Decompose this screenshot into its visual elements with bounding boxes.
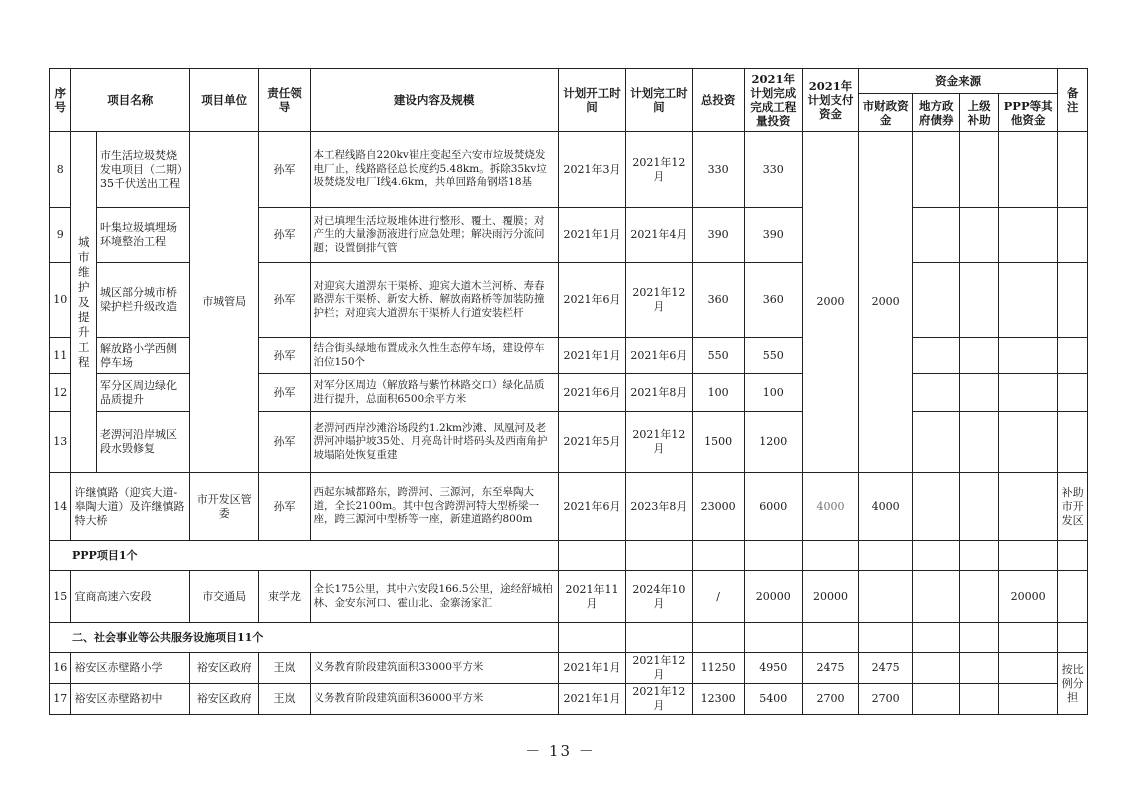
- row-remark: [1058, 338, 1088, 374]
- row-total: 330: [692, 132, 744, 208]
- row-local-bond: [913, 684, 960, 715]
- row-leader: 孙军: [259, 208, 310, 263]
- row-ppp: [999, 338, 1058, 374]
- row-total: 1500: [692, 412, 744, 473]
- row-leader: 孙军: [259, 473, 310, 541]
- row-total: 360: [692, 263, 744, 338]
- row-planned: 360: [744, 263, 802, 338]
- table-row: [50, 473, 1088, 541]
- row-unit: 裕安区政府: [189, 653, 258, 684]
- table-row: [50, 132, 1088, 208]
- section-row: [50, 541, 1088, 571]
- header-total: 总投资: [692, 69, 744, 132]
- row-content: 对迎宾大道淠东干渠桥、迎宾大道木兰河桥、寿春路淠东干渠桥、新安大桥、解放南路桥等加装防撞护栏；对迎宾大道淠东干渠桥人行道安装栏杆: [310, 263, 558, 338]
- row-start: 2021年1月: [558, 338, 625, 374]
- row-content: 对已填埋生活垃圾堆体进行整形、覆土、覆膜；对产生的大量渗沥液进行应急处理；解决雨污分流问题；设置倒排气管: [310, 208, 558, 263]
- row-start: 2021年1月: [558, 208, 625, 263]
- row-unit: 市开发区管委: [189, 473, 258, 541]
- row-start: 2021年1月: [558, 684, 625, 715]
- row-ppp: [999, 653, 1058, 684]
- header-funding: 资金来源: [859, 69, 1058, 94]
- row-ppp: 20000: [999, 571, 1058, 623]
- row-remark: [1058, 132, 1088, 208]
- group-city-pay-2021: 2000: [802, 132, 858, 473]
- row-pay-2021: 4000: [802, 473, 858, 541]
- row-city-fin: 2700: [859, 684, 913, 715]
- row-name: 宜商高速六安段: [71, 571, 190, 623]
- row-planned: 4950: [744, 653, 802, 684]
- header-ppp: PPP等其他资金: [999, 94, 1058, 132]
- section-ppp-title: PPP项目1个: [50, 541, 559, 571]
- row-name: 老淠河沿岸城区段水毁修复: [96, 412, 189, 473]
- row-content: 西起东城都路东，跨淠河、三源河，东至皋陶大道，全长2100m。其中包含跨淠河特大型桥梁一座，跨三源河中型桥等一座，新建道路约800m: [310, 473, 558, 541]
- row-start: 2021年3月: [558, 132, 625, 208]
- row-start: 2021年1月: [558, 653, 625, 684]
- row-superior: [960, 374, 999, 412]
- row-seq: 14: [50, 473, 71, 541]
- row-ppp: [999, 374, 1058, 412]
- row-planned: 330: [744, 132, 802, 208]
- row-local-bond: [913, 263, 960, 338]
- row-leader: 王岚: [259, 684, 310, 715]
- row-planned: 1200: [744, 412, 802, 473]
- row-name: 裕安区赤壁路初中: [71, 684, 190, 715]
- row-name: 裕安区赤壁路小学: [71, 653, 190, 684]
- row-remark: [1058, 208, 1088, 263]
- group-city-label: 城市维护及提升工程: [71, 132, 97, 473]
- table-row: [50, 653, 1088, 684]
- row-city-fin: [859, 571, 913, 623]
- row-start: 2021年6月: [558, 374, 625, 412]
- header-seq: 序号: [50, 69, 71, 132]
- row-end: 2021年12月: [626, 412, 692, 473]
- row-leader: 孙军: [259, 374, 310, 412]
- row-city-fin: 4000: [859, 473, 913, 541]
- row-seq: 13: [50, 412, 71, 473]
- row-local-bond: [913, 374, 960, 412]
- row-planned: 550: [744, 338, 802, 374]
- row-superior: [960, 653, 999, 684]
- row-total: 550: [692, 338, 744, 374]
- row-content: 本工程线路自220kv崔庄变起至六安市垃圾焚烧发电厂止，线路路径总长度约5.48km。拆除35kv垃圾焚烧发电厂Ⅰ线4.6km，共单回路角钢塔18基: [310, 132, 558, 208]
- header-content: 建设内容及规模: [310, 69, 558, 132]
- row-end: 2021年12月: [626, 653, 692, 684]
- row-name: 军分区周边绿化品质提升: [96, 374, 189, 412]
- row-ppp: [999, 132, 1058, 208]
- row-ppp: [999, 263, 1058, 338]
- row-remark: [1058, 571, 1088, 623]
- row-leader: 孙军: [259, 338, 310, 374]
- row-superior: [960, 473, 999, 541]
- row-content: 义务教育阶段建筑面积36000平方米: [310, 684, 558, 715]
- row-local-bond: [913, 412, 960, 473]
- row-planned: 100: [744, 374, 802, 412]
- row-total: 100: [692, 374, 744, 412]
- row-superior: [960, 684, 999, 715]
- row-local-bond: [913, 473, 960, 541]
- row-local-bond: [913, 338, 960, 374]
- project-table: [49, 68, 1088, 715]
- section-row: [50, 623, 1088, 653]
- row-unit: 裕安区政府: [189, 684, 258, 715]
- header-city-fin: 市财政资金: [859, 94, 913, 132]
- page-number: － 13 －: [525, 742, 596, 760]
- row-total: 11250: [692, 653, 744, 684]
- row-unit: 市交通局: [189, 571, 258, 623]
- row-name: 城区部分城市桥梁护栏升级改造: [96, 263, 189, 338]
- header-name: 项目名称: [71, 69, 190, 132]
- row-total: 23000: [692, 473, 744, 541]
- row-total: 12300: [692, 684, 744, 715]
- row-end: 2021年8月: [626, 374, 692, 412]
- section-social-title: 二、社会事业等公共服务设施项目11个: [50, 623, 559, 653]
- row-name: 许继慎路（迎宾大道-皋陶大道）及许继慎路特大桥: [71, 473, 190, 541]
- table-row: [50, 684, 1088, 715]
- row-ppp: [999, 684, 1058, 715]
- header-leader: 责任领导: [259, 69, 310, 132]
- row-ppp: [999, 208, 1058, 263]
- header-unit: 项目单位: [189, 69, 258, 132]
- row-planned: 20000: [744, 571, 802, 623]
- row-start: 2021年11月: [558, 571, 625, 623]
- row-seq: 8: [50, 132, 71, 208]
- row-end: 2021年12月: [626, 684, 692, 715]
- header-start: 计划开工时间: [558, 69, 625, 132]
- header-planned-invest: 2021年计划完成完成工程量投资: [744, 69, 802, 132]
- row-pay-2021: 2700: [802, 684, 858, 715]
- row-total: /: [692, 571, 744, 623]
- row-superior: [960, 132, 999, 208]
- row-start: 2021年6月: [558, 473, 625, 541]
- row-end: 2021年6月: [626, 338, 692, 374]
- row-seq: 15: [50, 571, 71, 623]
- row-end: 2021年12月: [626, 263, 692, 338]
- row-seq: 9: [50, 208, 71, 263]
- row-content: 老淠河西岸沙滩浴场段约1.2km沙滩、凤凰河及老淠河冲塌护坡35处、月亮岛计时塔码头及西南角护坡塌陷处恢复重建: [310, 412, 558, 473]
- row-seq: 12: [50, 374, 71, 412]
- row-seq: 11: [50, 338, 71, 374]
- header-remark: 备注: [1058, 69, 1088, 132]
- row-start: 2021年6月: [558, 263, 625, 338]
- row-content: 义务教育阶段建筑面积33000平方米: [310, 653, 558, 684]
- row-start: 2021年5月: [558, 412, 625, 473]
- row-superior: [960, 208, 999, 263]
- row-end: 2024年10月: [626, 571, 692, 623]
- row-leader: 孙军: [259, 263, 310, 338]
- header-local-bond: 地方政府债券: [913, 94, 960, 132]
- row-seq: 10: [50, 263, 71, 338]
- row-ppp: [999, 412, 1058, 473]
- row-pay-2021: 20000: [802, 571, 858, 623]
- row-content: 结合街头绿地布置成永久性生态停车场，建设停车泊位150个: [310, 338, 558, 374]
- row-leader: 孙军: [259, 412, 310, 473]
- row-end: 2023年8月: [626, 473, 692, 541]
- row-local-bond: [913, 653, 960, 684]
- table-row: [50, 571, 1088, 623]
- row-superior: [960, 412, 999, 473]
- row-local-bond: [913, 208, 960, 263]
- row-remark: [1058, 412, 1088, 473]
- row-superior: [960, 263, 999, 338]
- row-name: 叶集垃圾填埋场环境整治工程: [96, 208, 189, 263]
- row-leader: 孙军: [259, 132, 310, 208]
- row-local-bond: [913, 571, 960, 623]
- row-pay-2021: 2475: [802, 653, 858, 684]
- header-pay-2021: 2021年计划支付资金: [802, 69, 858, 132]
- row-planned: 390: [744, 208, 802, 263]
- row-remark-social: 按比例分担: [1058, 653, 1088, 715]
- row-leader: 王岚: [259, 653, 310, 684]
- row-superior: [960, 338, 999, 374]
- header-superior: 上级补助: [960, 94, 999, 132]
- row-end: 2021年12月: [626, 132, 692, 208]
- row-total: 390: [692, 208, 744, 263]
- row-seq: 17: [50, 684, 71, 715]
- row-leader: 束学龙: [259, 571, 310, 623]
- row-name: 解放路小学西侧停车场: [96, 338, 189, 374]
- row-ppp: [999, 473, 1058, 541]
- row-planned: 5400: [744, 684, 802, 715]
- row-remark: 补助市开发区: [1058, 473, 1088, 541]
- row-name: 市生活垃圾焚烧发电项目（二期）35千伏送出工程: [96, 132, 189, 208]
- row-seq: 16: [50, 653, 71, 684]
- row-planned: 6000: [744, 473, 802, 541]
- row-city-fin: 2475: [859, 653, 913, 684]
- row-end: 2021年4月: [626, 208, 692, 263]
- row-content: 全长175公里，其中六安段166.5公里，途经舒城柏林、金安东河口、霍山北、金寨汤家汇: [310, 571, 558, 623]
- group-city-unit: 市城管局: [189, 132, 258, 473]
- row-remark: [1058, 263, 1088, 338]
- row-local-bond: [913, 132, 960, 208]
- row-superior: [960, 571, 999, 623]
- group-city-city-fin: 2000: [859, 132, 913, 473]
- header-end: 计划完工时间: [626, 69, 692, 132]
- row-content: 对军分区周边（解放路与紫竹林路交口）绿化品质进行提升，总面积6500余平方米: [310, 374, 558, 412]
- row-remark: [1058, 374, 1088, 412]
